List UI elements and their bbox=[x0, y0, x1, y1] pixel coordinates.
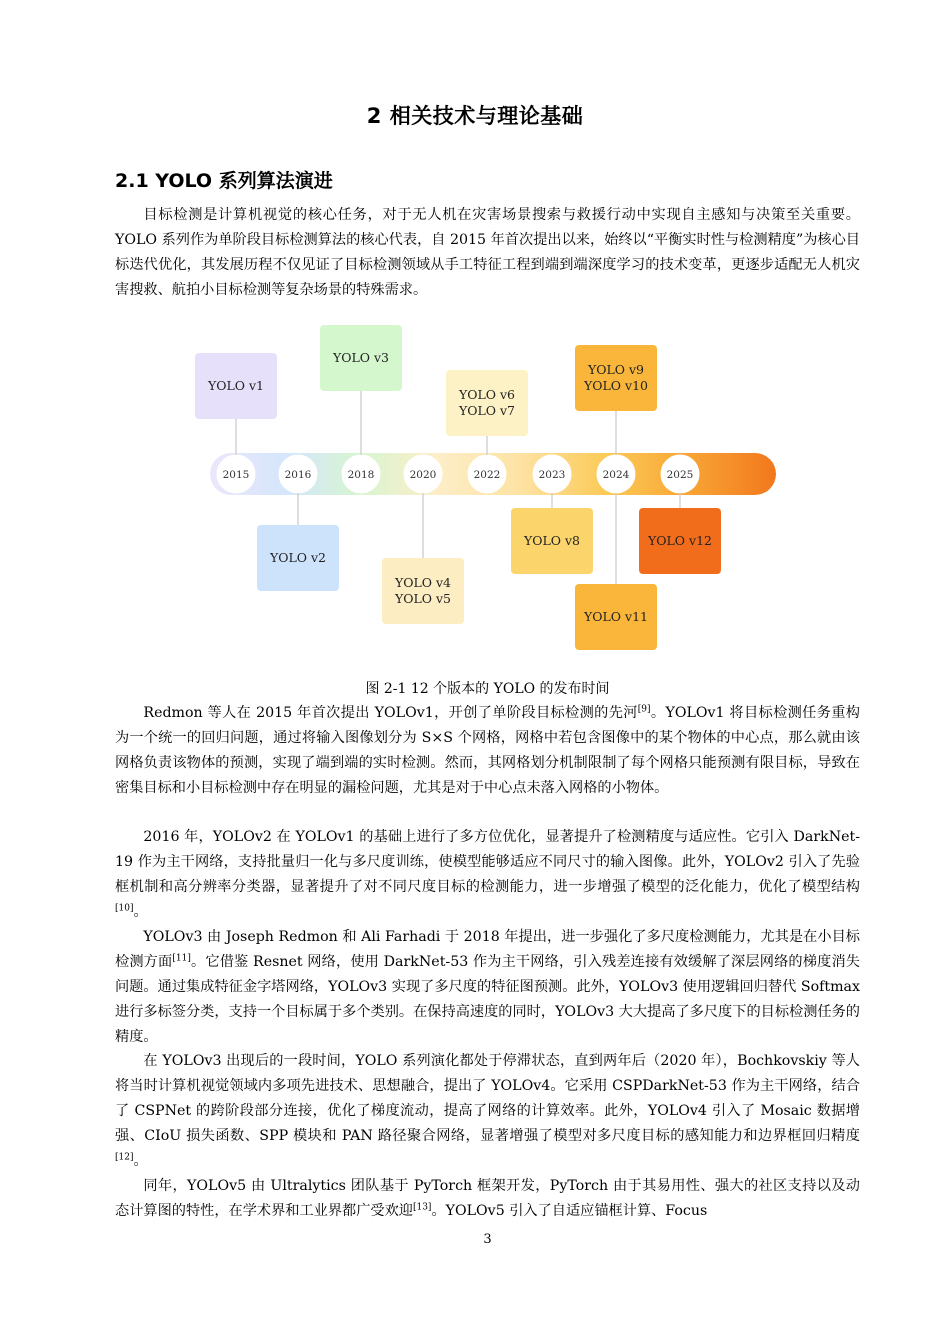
version-label: YOLO v11 bbox=[584, 609, 648, 624]
version-label: YOLO v9 bbox=[587, 362, 645, 377]
paragraph-yolov4-text-cont: 。 bbox=[133, 1153, 148, 1169]
citation-13: [13] bbox=[412, 1202, 432, 1213]
version-label: YOLO v1 bbox=[207, 378, 265, 393]
page-number: 3 bbox=[483, 1232, 492, 1247]
paragraph-yolov4-text: 在 YOLOv3 出现后的一段时间，YOLO 系列演化都处于停滞状态，直到两年后（2020 年），Bochkovskiy 等人将当时计算机视觉领域内多项先进技术、思想融合，提出了 YOLOv4。它采用 CSPDarkNet-53 作为主干网络，结合了 CSPNet 的跨阶段部分连接，优化了梯度流动，提高了网络的计算效率。此外，YOLOv4 引入了 Mosaic 数据增强、CIoU 损失函数、SPP 模块和 PAN 路径聚合网络，显著增强了模型对多尺度目标的感知能力和边界框回归精度 bbox=[115, 1053, 860, 1144]
version-label: YOLO v2 bbox=[269, 550, 327, 565]
paragraph-intro: 目标检测是计算机视觉的核心任务，对于无人机在灾害场景搜索与救援行动中实现自主感知与决策至关重要。YOLO 系列作为单阶段目标检测算法的核心代表，自 2015 年首次提出以来，始终以“平衡实时性与检测精度”为核心目标迭代优化，其发展历程不仅见证了目标检测领域从手工特征工程到端到端深度学习的技术变革，更逐步适配无人机灾害搜救、航拍小目标检测等复杂场景的特殊需求。 bbox=[115, 207, 860, 298]
year-label-2015: 2015 bbox=[222, 469, 250, 481]
year-label-2024: 2024 bbox=[602, 469, 630, 481]
version-label: YOLO v6 bbox=[458, 387, 516, 402]
yolo-timeline-figure bbox=[0, 0, 950, 670]
citation-11: [11] bbox=[172, 953, 191, 964]
version-label: YOLO v8 bbox=[523, 533, 581, 548]
version-label: YOLO v3 bbox=[332, 350, 390, 365]
citation-9: [9] bbox=[637, 704, 651, 715]
figure-caption: 图 2-1 12 个版本的 YOLO 的发布时间 bbox=[365, 681, 610, 697]
version-label: YOLO v4 bbox=[394, 575, 452, 590]
citation-12: [12] bbox=[115, 1152, 134, 1163]
version-label: YOLO v10 bbox=[584, 378, 648, 393]
year-label-2020: 2020 bbox=[409, 469, 437, 481]
paragraph-yolov3-text: YOLOv3 由 Joseph Redmon 和 Ali Farhadi 于 2018 年提出，进一步强化了多尺度检测能力，尤其是在小目标检测方面 bbox=[115, 929, 860, 970]
paragraph-yolov2-text-cont: 。 bbox=[133, 904, 148, 920]
year-label-2023: 2023 bbox=[538, 469, 566, 481]
year-label-2016: 2016 bbox=[284, 469, 312, 481]
paragraph-yolov1-text-cont: 。YOLOv1 将目标检测任务重构为一个统一的回归问题，通过将输入图像划分为 S×S 个网格，网格中若包含图像中的某个物体的中心点，那么就由该网格负责该物体的预测，实现了端到端的实时检测。然而，其网格划分机制限制了每个网格只能预测有限目标，导致在密集目标和小目标检测中存在明显的漏检问题，尤其是对于中心点未落入网格的小物体。 bbox=[115, 705, 860, 796]
citation-10: [10] bbox=[115, 903, 134, 914]
paragraph-yolov1-text: Redmon 等人在 2015 年首次提出 YOLOv1，开创了单阶段目标检测的先河 bbox=[143, 705, 638, 721]
paragraph-yolov3 bbox=[115, 925, 860, 1050]
paragraph-yolov5-text: 同年，YOLOv5 由 Ultralytics 团队基于 PyTorch 框架开发，PyTorch 由于其易用性、强大的社区支持以及动态计算图的特性，在学术界和工业界都广受欢迎 bbox=[115, 1178, 860, 1219]
version-label: YOLO v12 bbox=[648, 533, 712, 548]
paragraph-yolov5 bbox=[115, 1174, 860, 1224]
section-title: 2.1 YOLO 系列算法演进 bbox=[115, 170, 333, 192]
chapter-title: 2 相关技术与理论基础 bbox=[366, 104, 584, 128]
version-label: YOLO v5 bbox=[394, 591, 452, 606]
paragraph-yolov4 bbox=[115, 1049, 860, 1174]
paragraph-yolov2-text: 2016 年，YOLOv2 在 YOLOv1 的基础上进行了多方位优化，显著提升了检测精度与适应性。它引入 DarkNet-19 作为主干网络，支持批量归一化与多尺度训练，使模型能够适应不同尺寸的输入图像。此外，YOLOv2 引入了先验框机制和高分辨率分类器，显著提升了对不同尺度目标的检测能力，进一步增强了模型的泛化能力，优化了模型结构 bbox=[115, 829, 860, 895]
paragraph-yolov3-text-cont: 。它借鉴 Resnet 网络，使用 DarkNet-53 作为主干网络，引入残差连接有效缓解了深层网络的梯度消失问题。通过集成特征金字塔网络，YOLOv3 实现了多尺度的特征图预测。此外，YOLOv3 使用逻辑回归替代 Softmax 进行多标签分类，支持一个目标属于多个类别。在保持高速度的同时，YOLOv3 大大提高了多尺度下的目标检测任务的精度。 bbox=[115, 954, 860, 1045]
year-label-2022: 2022 bbox=[473, 469, 501, 481]
year-label-2025: 2025 bbox=[666, 469, 694, 481]
year-label-2018: 2018 bbox=[347, 469, 375, 481]
paragraph-yolov2 bbox=[115, 825, 860, 925]
paragraph-yolov5-text-cont: 。YOLOv5 引入了自适应锚框计算、Focus bbox=[431, 1203, 708, 1219]
version-label: YOLO v7 bbox=[458, 403, 516, 418]
paragraph-yolov1 bbox=[115, 701, 860, 801]
